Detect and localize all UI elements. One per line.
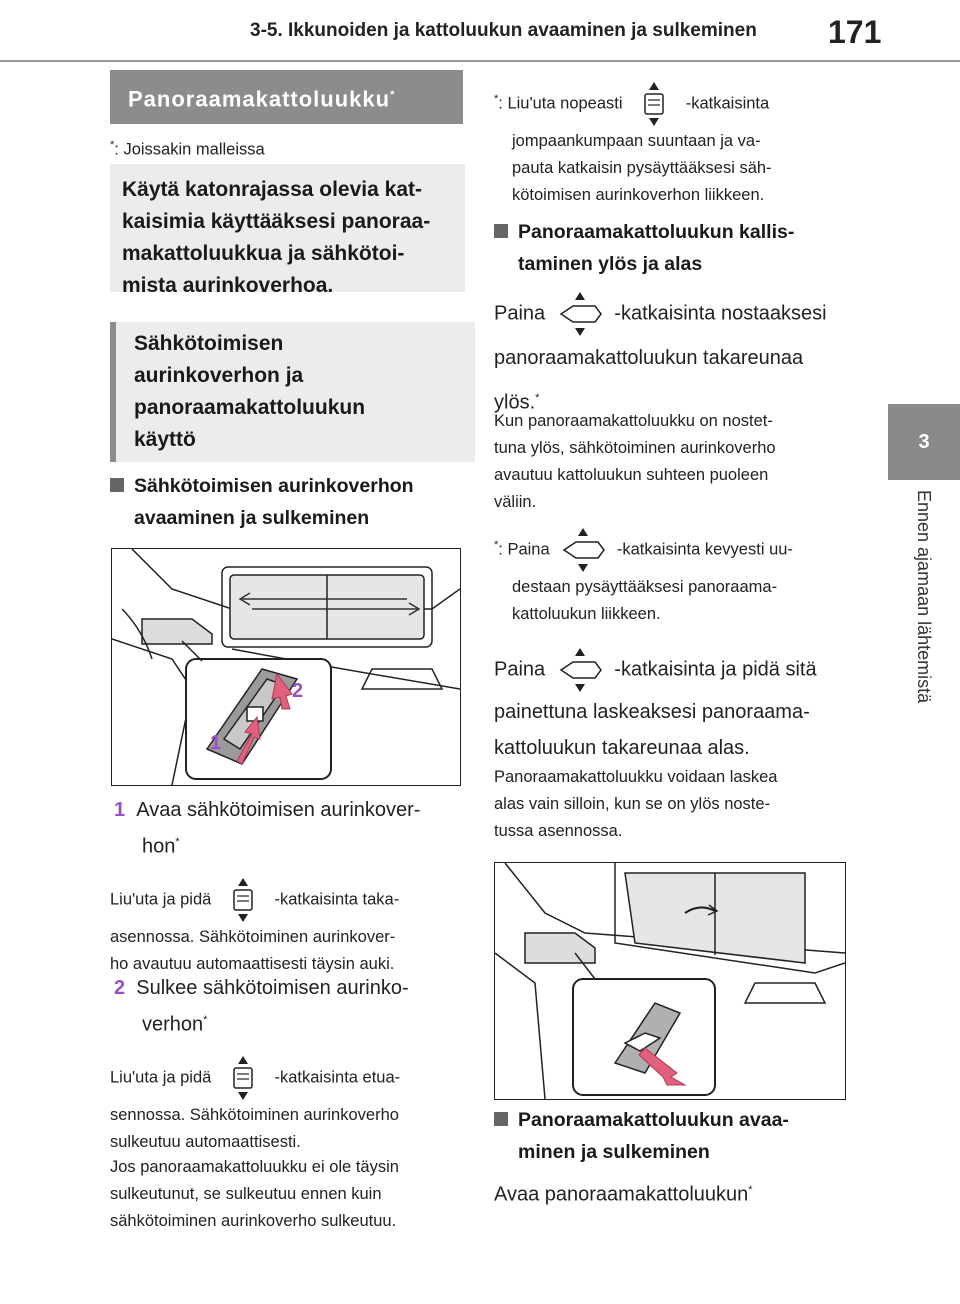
- section-title: 3-5. Ikkunoiden ja kattoluukun avaaminen ja sulkeminen: [250, 20, 757, 41]
- intro-box: Käytä katonrajassa olevia kat- kaisimia käyttääksesi panoraa- makattoluukkua ja sähkötoi- mista aurinkoverhoa.: [110, 164, 465, 292]
- step-2-text: Liu'uta ja pidä -katkaisinta etua- sennossa. Sähkötoiminen aurinkoverho sulkeutuu automaattisesti.: [110, 1054, 465, 1156]
- slide-switch-icon: [216, 876, 270, 924]
- header-rule: [0, 60, 960, 62]
- footnote: *: Joissakin malleissa: [110, 139, 265, 159]
- subheading-sunshade: Sähkötoimisen aurinkoverhon avaaminen ja sulkeminen: [110, 470, 414, 534]
- subheading-open-close: Panoraamakattoluukun avaa- minen ja sulkeminen: [494, 1104, 789, 1168]
- tilt-up-note: Kun panoraamakattoluukku on nostet- tuna ylös, sähkötoiminen aurinkoverho avautuu kattoluukun suhteen puoleen väliin.: [494, 412, 776, 511]
- slide-switch-icon: [216, 1054, 270, 1102]
- step-1: 1 Avaa sähkötoimisen aurinkover- hon*: [114, 799, 421, 858]
- tilt-switch-icon: [554, 526, 612, 574]
- page-number: 171: [828, 14, 882, 50]
- tilt-up-text: Paina -katkaisinta nostaaksesi panoraamakattoluukun takareunaa ylös.*: [494, 290, 854, 423]
- open-text: Avaa panoraamakattoluukun*: [494, 1183, 753, 1206]
- tilt-down-text: Paina -katkaisinta ja pidä sitä painettuna laskeaksesi panoraama- kattoluukun takareunaa alas.: [494, 646, 854, 766]
- chapter-title: Ennen ajamaan lähtemistä: [914, 490, 934, 704]
- footnote-quick-slide: *: Liu'uta nopeasti -katkaisinta jompaankumpaan suuntaan ja va- pauta katkaisin pysäyttääksesi säh- kötoimisen aurinkoverhon liikkeen.: [494, 80, 854, 209]
- roof-illustration: [112, 549, 460, 785]
- step-2: 2 Sulkee sähkötoimisen aurinko- verhon*: [114, 977, 409, 1036]
- figure-tilt-switch: [494, 862, 846, 1100]
- usage-box: Sähkötoimisen aurinkoverhon ja panoraamakattoluukun käyttö: [110, 322, 475, 462]
- note-text: Jos panoraamakattoluukku ei ole täysin sulkeutunut, se sulkeutuu ennen kuin sähkötoiminen aurinkoverho sulkeutuu.: [110, 1158, 399, 1230]
- bullet-square-icon: [110, 478, 124, 492]
- tilt-down-note: Panoraamakattoluukku voidaan laskea alas vain silloin, kun se on ylös noste- tussa asennossa.: [494, 768, 778, 840]
- figure-sunshade-switch: [111, 548, 461, 786]
- roof-tilt-illustration: [495, 863, 845, 1099]
- bullet-square-icon: [494, 1112, 508, 1126]
- figure-label-1: 1: [210, 732, 222, 754]
- footnote-stop-tilt: *: Paina -katkaisinta kevyesti uu- destaan pysäyttääksesi panoraama- kattoluukun liikkeen.: [494, 526, 854, 628]
- section-heading: Panoraamakattoluukku*: [110, 70, 463, 124]
- tilt-switch-icon: [551, 290, 609, 338]
- chapter-tab: 3: [888, 404, 960, 480]
- step-1-text: Liu'uta ja pidä -katkaisinta taka- asennossa. Sähkötoiminen aurinkover- ho avautuu automaattisesti täysin auki.: [110, 876, 465, 978]
- subheading-tilt: Panoraamakattoluukun kallis- taminen ylös ja alas: [494, 216, 794, 280]
- tilt-switch-icon: [551, 646, 609, 694]
- figure-label-2: 2: [292, 680, 304, 702]
- bullet-square-icon: [494, 224, 508, 238]
- slide-switch-icon: [627, 80, 681, 128]
